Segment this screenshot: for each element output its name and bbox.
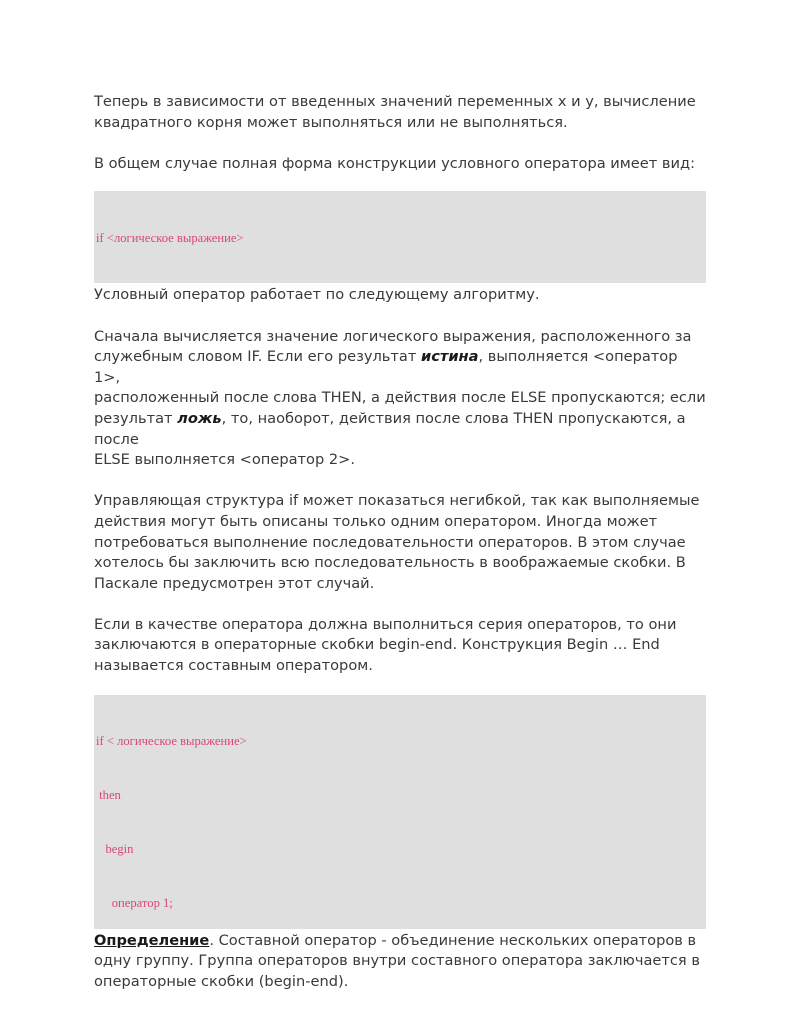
paragraph-line: . Составной оператор - объединение нескольких операторов в bbox=[209, 931, 697, 949]
paragraph-line: , то, наоборот, действия после слова THEN пропускаются, а после bbox=[94, 409, 686, 448]
paragraph-line: одну группу. Группа операторов внутри составного оператора заключается в bbox=[94, 952, 700, 970]
paragraph-line: квадратного корня может выполняться или не выполняться. bbox=[94, 113, 568, 131]
code-line: if < логическое выражение> bbox=[96, 734, 247, 749]
code-block-if-else bbox=[94, 191, 706, 283]
code-line: оператор 1; bbox=[96, 895, 173, 910]
paragraph-line: результат bbox=[94, 409, 178, 427]
paragraph-line: служебным словом IF. Если его результат bbox=[94, 348, 421, 366]
paragraph-line: называется составным оператором. bbox=[94, 657, 373, 675]
emphasis-false: ложь bbox=[177, 409, 222, 427]
paragraph-intro bbox=[94, 92, 706, 133]
paragraph-line: потребоваться выполнение последовательности операторов. В этом случае bbox=[94, 533, 686, 551]
paragraph-line: Теперь в зависимости от введенных значений переменных x и y, вычисление bbox=[94, 93, 696, 110]
paragraph-line: заключаются в операторные скобки begin-end. Конструкция Begin … End bbox=[94, 636, 660, 654]
paragraph-algorithm: Условный оператор работает по следующему алгоритму. bbox=[94, 286, 540, 304]
code-line: if <логическое выражение> bbox=[96, 231, 244, 246]
paragraph-line: Если в качестве оператора должна выполниться серия операторов, то они bbox=[94, 615, 677, 633]
paragraph-line: ELSE выполняется <оператор 2>. bbox=[94, 451, 356, 469]
definition-term: Определение bbox=[94, 931, 210, 949]
document-body bbox=[94, 92, 706, 992]
paragraph-line: действия могут быть описаны только одним оператором. Иногда может bbox=[94, 512, 658, 530]
paragraph-line: хотелось бы заключить всю последовательность в воображаемые скобки. В bbox=[94, 554, 686, 572]
emphasis-true: истина bbox=[420, 348, 479, 366]
paragraph-compound bbox=[94, 615, 706, 677]
paragraph-line: , выполняется <оператор 1>, bbox=[94, 348, 678, 386]
paragraph-line: операторные скобки (begin-end). bbox=[94, 972, 349, 990]
code-line: begin bbox=[96, 841, 134, 856]
paragraph-line: расположенный после слова THEN, а действия после ELSE пропускаются; если bbox=[94, 389, 706, 407]
paragraph-line: Управляющая структура if может показаться негибкой, так как выполняемые bbox=[94, 492, 700, 510]
paragraph-line: Сначала вычисляется значение логического выражения, расположенного за bbox=[94, 327, 692, 345]
paragraph-line: Паскале предусмотрен этот случай. bbox=[94, 574, 375, 592]
paragraph-evaluation bbox=[94, 327, 706, 471]
paragraph-control-structure bbox=[94, 491, 706, 594]
code-block-begin-end bbox=[94, 695, 706, 929]
code-line: then bbox=[96, 788, 121, 803]
paragraph-definition bbox=[94, 931, 706, 993]
paragraph-general-form: В общем случае полная форма конструкции условного оператора имеет вид: bbox=[94, 154, 695, 172]
